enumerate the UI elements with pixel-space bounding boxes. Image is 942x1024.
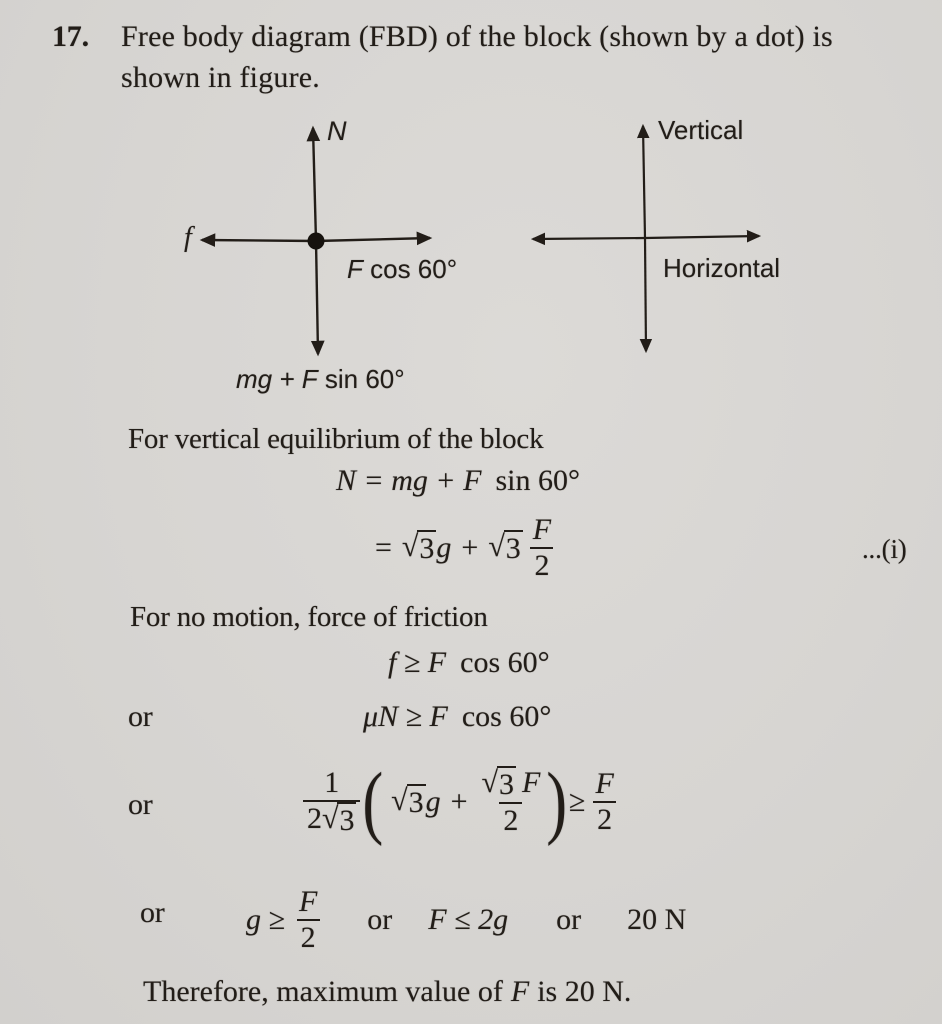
vertical-equilibrium-heading: For vertical equilibrium of the block (128, 423, 544, 455)
eq2-frac-den: 2 (530, 547, 553, 583)
horizontal-left-arrow (533, 238, 645, 239)
applied-force-arrow (316, 238, 430, 241)
eq2-radicand1: 3 (419, 531, 435, 565)
eq5-coef-den-radicand: 3 (339, 803, 355, 837)
eq5-rhs-num: F (595, 767, 614, 801)
eq5-sqrt1 (391, 784, 425, 821)
weight-var: mg + F (236, 364, 318, 394)
block-dot (308, 233, 325, 250)
vertical-up-arrow (643, 126, 645, 238)
eq6-lhs: g ≥ (246, 903, 285, 936)
eq5-inner-num-var: F (521, 765, 541, 799)
eq5-coef-den (303, 800, 360, 839)
friction-label: f (184, 222, 192, 253)
eq5-inner-num-radicand: 3 (498, 767, 514, 801)
eq5-geq: ≥ (568, 785, 586, 818)
eq5-coef-den-sqrt (322, 802, 356, 839)
eq4-lhs: μN ≥ F (363, 700, 448, 733)
fbd-diagram (180, 108, 490, 408)
or-connector-5: or (556, 903, 582, 936)
equation-mu-n-condition (363, 700, 551, 734)
eq2-equals: = (375, 531, 392, 564)
weight-label (236, 364, 405, 395)
horizontal-axis-label: Horizontal (663, 253, 781, 283)
eq1-rhs: sin 60° (495, 464, 581, 497)
eq5-var1: g (425, 785, 441, 818)
eq2-frac-num: F (532, 513, 552, 547)
applied-force-label (347, 254, 457, 285)
eq5-inner-fraction (478, 766, 545, 838)
eq5-coef-den-int: 2 (307, 801, 322, 835)
or-connector-4: or (367, 903, 393, 936)
eq6-result: 20 N (627, 903, 687, 936)
conclusion-line (143, 975, 631, 1009)
eq6-frac-den: 2 (297, 919, 320, 955)
conclusion-pre: Therefore, maximum value of (143, 975, 503, 1008)
equation-friction-condition (388, 646, 550, 680)
equation-normal-force-expanded (375, 510, 555, 586)
equation-substituted-inequality (303, 752, 618, 852)
eq5-inner-den: 2 (499, 802, 522, 838)
axes-diagram (515, 108, 805, 408)
or-connector-2: or (128, 788, 153, 821)
eq5-inner-num (478, 766, 545, 803)
normal-force-label: N (327, 116, 347, 146)
or-connector-1: or (128, 700, 153, 733)
applied-force-fn: cos 60° (370, 254, 458, 284)
eq5-coefficient-fraction (303, 766, 360, 838)
eq6-mid: F ≤ 2g (428, 903, 509, 936)
eq5-radicand1: 3 (408, 785, 424, 819)
problem-number: 17. (52, 20, 89, 53)
close-paren: ) (546, 757, 567, 847)
eq5-rhs-fraction (591, 767, 617, 836)
eq5-coef-num: 1 (324, 765, 340, 799)
eq3-rhs: cos 60° (460, 646, 550, 679)
conclusion-post: is 20 N. (537, 975, 632, 1008)
radical-sign: √ (322, 801, 339, 835)
radical-sign: √ (401, 529, 419, 563)
eq2-sqrt1 (402, 530, 436, 567)
eq5-rhs-den: 2 (593, 801, 616, 837)
eq5-inner-num-sqrt (482, 766, 516, 803)
eq1-lhs: N = mg + F (336, 464, 482, 497)
radical-sign: √ (488, 529, 505, 563)
horizontal-right-arrow (645, 236, 759, 238)
weight-arrow (316, 241, 318, 354)
no-motion-heading: For no motion, force of friction (130, 601, 488, 633)
equation-normal-force (336, 464, 580, 498)
eq4-rhs: cos 60° (461, 700, 552, 733)
eq2-fraction (529, 513, 555, 582)
open-paren: ( (362, 757, 384, 847)
or-connector-3: or (140, 896, 165, 929)
equation-final-inequalities (246, 878, 686, 962)
friction-arrow (202, 240, 316, 241)
eq2-var1: g (436, 531, 452, 564)
eq6-frac-num: F (298, 885, 318, 919)
radical-sign: √ (481, 765, 498, 799)
radical-sign: √ (391, 783, 408, 817)
eq6-fraction (295, 885, 321, 954)
problem-statement-line1: Free body diagram (FBD) of the block (shown by a dot) is (121, 20, 833, 53)
weight-fn: sin 60° (324, 364, 405, 394)
applied-force-var: F (347, 254, 363, 284)
eq2-radicand2: 3 (505, 531, 521, 565)
conclusion-var: F (510, 975, 530, 1008)
eq5-plus: + (450, 785, 468, 818)
problem-statement-line2: shown in figure. (121, 61, 321, 94)
vertical-down-arrow (645, 238, 646, 351)
eq2-plus: + (461, 531, 479, 564)
vertical-axis-label: Vertical (658, 115, 744, 145)
equation-tag-i: ...(i) (862, 534, 907, 564)
eq3-lhs: f ≥ F (388, 646, 447, 679)
eq2-sqrt2 (488, 530, 522, 567)
normal-force-arrow (313, 128, 316, 241)
